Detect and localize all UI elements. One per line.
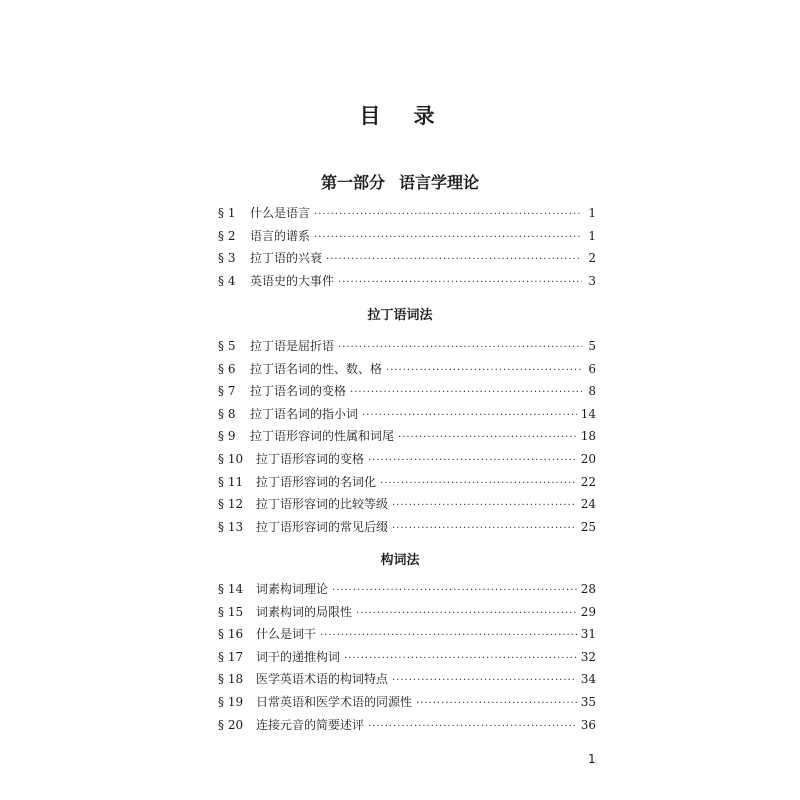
section-heading-word-formation: 构词法 — [380, 553, 420, 568]
toc-dot-leader — [320, 625, 577, 648]
part-title — [0, 170, 800, 193]
toc-entry-number: § 14 — [218, 582, 244, 596]
toc-dot-leader — [350, 382, 582, 405]
toc-entry[interactable] — [218, 471, 596, 494]
toc-entry-page: 14 — [580, 406, 596, 421]
toc-entry-page: 31 — [580, 627, 596, 642]
toc-entry-number: § 19 — [218, 694, 244, 709]
page-title: 目 录 — [359, 104, 441, 128]
toc-entry[interactable] — [218, 578, 596, 601]
toc-dot-leader — [386, 360, 582, 383]
part-name: 语言学理论 — [399, 173, 480, 192]
toc-entry-number: § 8 — [218, 406, 236, 421]
toc-entry[interactable] — [218, 425, 596, 448]
toc-entry-number: § 15 — [218, 604, 244, 619]
toc-entry-title: 拉丁语的兴衰 — [250, 251, 323, 266]
toc-entry[interactable] — [218, 270, 596, 293]
toc-entry[interactable] — [218, 493, 596, 516]
toc-entry-number: § 11 — [218, 474, 244, 489]
toc-dot-leader — [338, 337, 582, 360]
toc-entry-page: 5 — [588, 339, 596, 353]
toc-dot-leader — [398, 427, 577, 450]
toc-entry-title: 拉丁语是屈折语 — [250, 339, 335, 353]
toc-dot-leader — [314, 227, 582, 250]
toc-entry-title: 什么是词干 — [256, 627, 317, 642]
part-label: 第一部分 — [320, 173, 385, 192]
toc-list-word-formation — [218, 578, 596, 736]
toc-entry-number: § 4 — [218, 273, 236, 288]
toc-entry-title: 拉丁语名词的变格 — [250, 384, 347, 399]
toc-entry-page: 24 — [580, 497, 596, 512]
toc-entry-number: § 3 — [218, 251, 236, 266]
toc-entry[interactable] — [218, 516, 596, 539]
toc-dot-leader — [368, 716, 577, 739]
toc-entry-page: 6 — [588, 361, 596, 376]
toc-entry-number: § 1 — [218, 206, 236, 220]
toc-entry[interactable] — [218, 668, 596, 691]
toc-entry[interactable] — [218, 358, 596, 381]
toc-entry-title: 连接元音的简要述评 — [256, 717, 365, 732]
toc-entry-title: 词干的递推构词 — [256, 649, 341, 664]
toc-entry-title: 拉丁语形容词的比较等级 — [256, 497, 389, 512]
toc-entry-title: 拉丁语名词的性、数、格 — [250, 361, 383, 376]
toc-dot-leader — [362, 405, 577, 428]
toc-entry-number: § 12 — [218, 497, 244, 512]
toc-entry[interactable] — [218, 691, 596, 714]
toc-dot-leader — [392, 518, 577, 541]
toc-dot-leader — [326, 249, 582, 272]
toc-dot-leader — [392, 495, 577, 518]
toc-entry-page: 1 — [588, 228, 596, 243]
toc-entry-title: 拉丁语形容词的名词化 — [256, 474, 377, 489]
toc-dot-leader — [344, 648, 577, 671]
toc-list-part-one — [218, 202, 596, 292]
toc-entry-title: 拉丁语形容词的变格 — [256, 451, 365, 466]
toc-entry[interactable] — [218, 225, 596, 248]
toc-dot-leader — [380, 473, 577, 496]
toc-entry-page: 35 — [580, 694, 596, 709]
toc-entry-page: 25 — [580, 519, 596, 534]
toc-entry-page: 34 — [580, 672, 596, 687]
toc-entry-title: 日常英语和医学术语的同源性 — [256, 694, 413, 709]
toc-entry-number: § 20 — [218, 717, 244, 732]
toc-entry-page: 36 — [580, 717, 596, 732]
toc-entry-title: 拉丁语名词的指小词 — [250, 406, 359, 421]
toc-entry-title: 拉丁语形容词的常见后缀 — [256, 519, 389, 534]
toc-entry[interactable] — [218, 380, 596, 403]
toc-entry[interactable] — [218, 448, 596, 471]
toc-dot-leader — [338, 272, 582, 295]
toc-entry[interactable] — [218, 623, 596, 646]
toc-entry-title: 拉丁语形容词的性属和词尾 — [250, 429, 395, 444]
toc-entry-page: 32 — [580, 649, 596, 664]
toc-entry-page: 2 — [588, 251, 596, 266]
toc-entry-title: 语言的谱系 — [250, 228, 311, 243]
toc-entry[interactable] — [218, 601, 596, 624]
toc-entry[interactable] — [218, 335, 596, 358]
page-number: 1 — [588, 752, 596, 766]
toc-entry[interactable] — [218, 247, 596, 270]
toc-entry-page: 3 — [588, 273, 596, 288]
toc-entry[interactable] — [218, 646, 596, 669]
toc-dot-leader — [416, 693, 577, 716]
toc-entry-number: § 2 — [218, 228, 236, 243]
toc-entry-number: § 17 — [218, 649, 244, 664]
toc-dot-leader — [332, 580, 577, 603]
toc-dot-leader — [314, 204, 582, 227]
toc-entry[interactable] — [218, 202, 596, 225]
toc-entry-number: § 10 — [218, 451, 244, 466]
section-heading-latin-morphology: 拉丁语词法 — [367, 308, 433, 323]
toc-entry-number: § 9 — [218, 429, 236, 444]
toc-list-latin-morphology — [218, 335, 596, 538]
toc-entry-page: 20 — [580, 451, 596, 466]
toc-entry-title: 医学英语术语的构词特点 — [256, 672, 389, 687]
toc-entry-number: § 13 — [218, 519, 244, 534]
toc-entry-number: § 6 — [218, 361, 236, 376]
toc-dot-leader — [392, 670, 577, 693]
toc-entry-title: 词素构词理论 — [256, 582, 329, 596]
toc-dot-leader — [368, 450, 577, 473]
toc-entry-page: 22 — [580, 474, 596, 489]
toc-entry-number: § 7 — [218, 384, 236, 399]
toc-entry-page: 1 — [588, 206, 596, 220]
toc-entry-page: 29 — [580, 604, 596, 619]
toc-entry-number: § 5 — [218, 339, 236, 353]
toc-entry-page: 28 — [580, 582, 596, 596]
toc-entry-number: § 16 — [218, 627, 244, 642]
toc-entry-title: 英语史的大事件 — [250, 273, 335, 288]
toc-dot-leader — [356, 603, 577, 626]
toc-entry-title: 什么是语言 — [250, 206, 311, 220]
toc-entry[interactable] — [218, 403, 596, 426]
toc-entry-title: 词素构词的局限性 — [256, 604, 353, 619]
toc-entry[interactable] — [218, 714, 596, 737]
toc-entry-page: 8 — [588, 384, 596, 399]
toc-entry-number: § 18 — [218, 672, 244, 687]
toc-entry-page: 18 — [580, 429, 596, 444]
